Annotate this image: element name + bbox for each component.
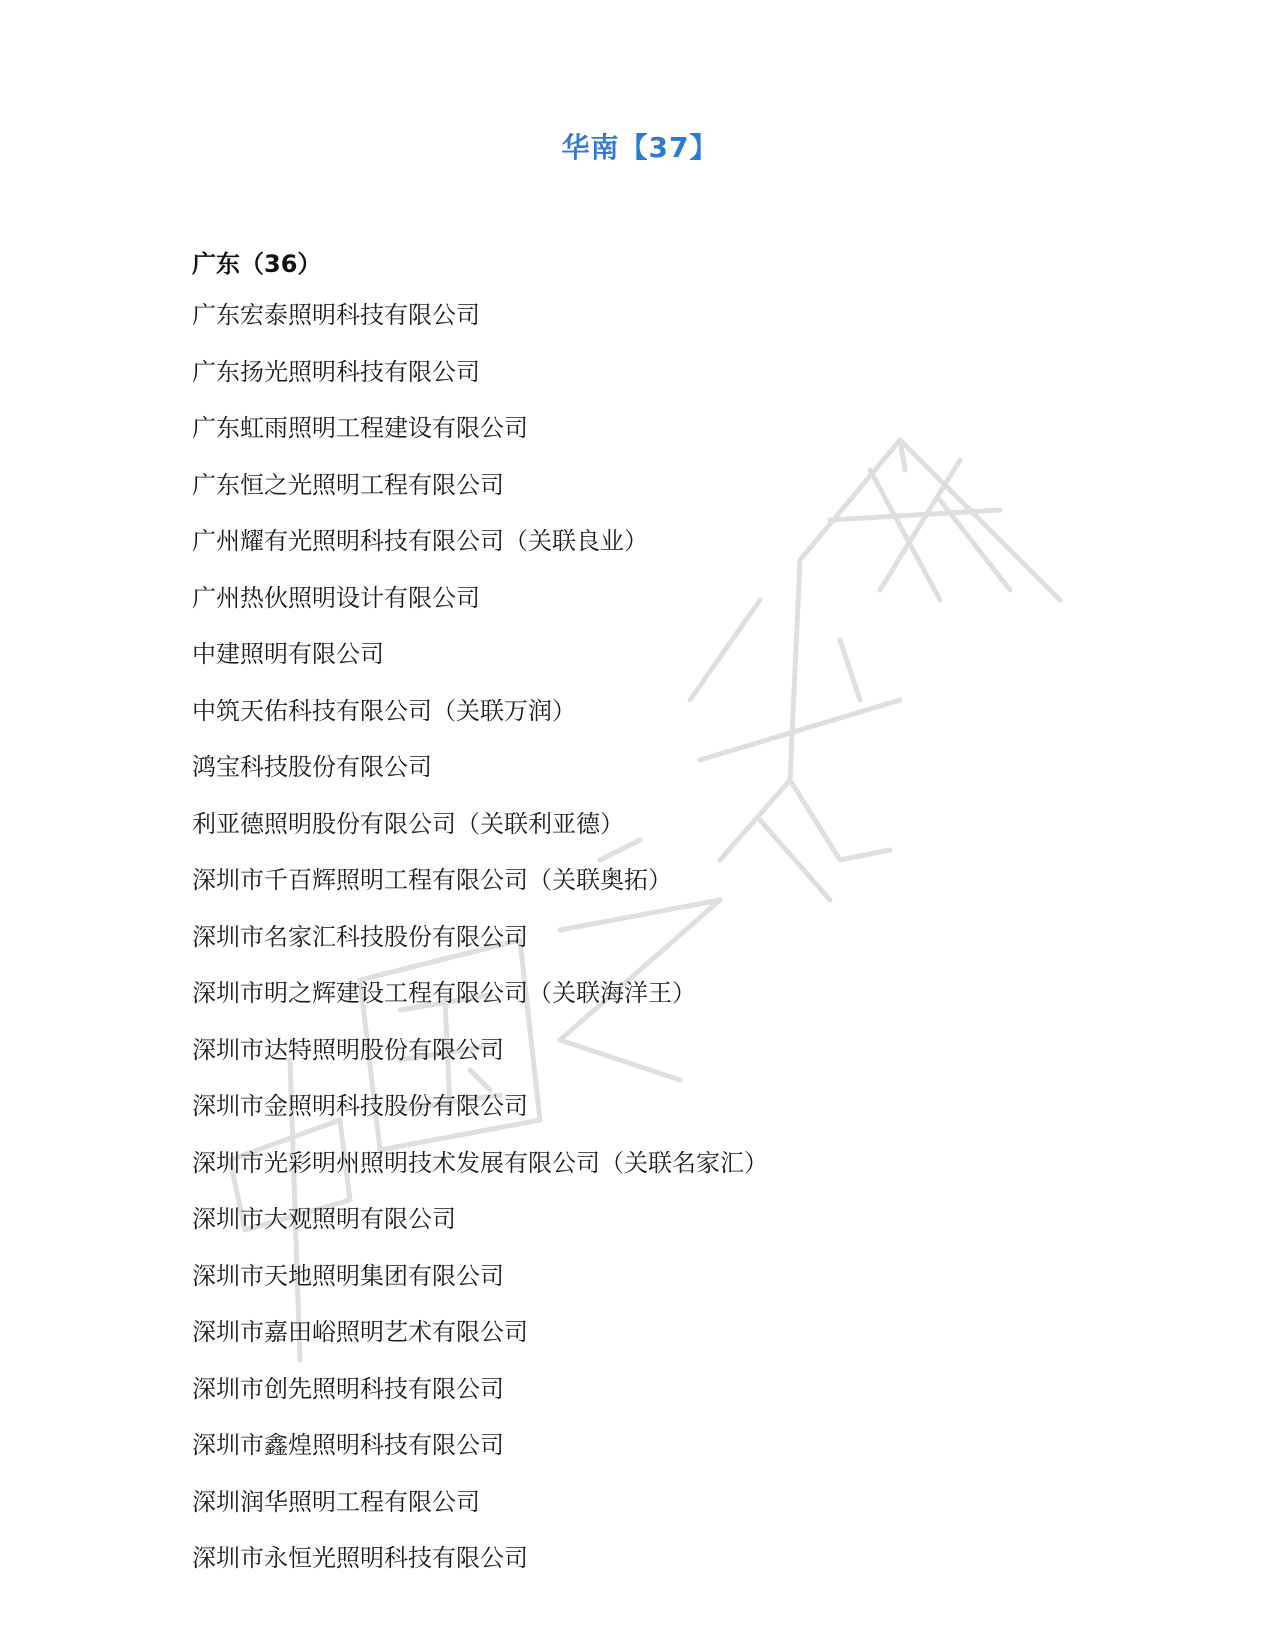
list-item: 深圳市鑫煌照明科技有限公司 xyxy=(192,1431,504,1459)
list-item: 广东虹雨照明工程建设有限公司 xyxy=(192,414,528,442)
list-item: 深圳市嘉田峪照明艺术有限公司 xyxy=(192,1318,528,1346)
list-item: 深圳市名家汇科技股份有限公司 xyxy=(192,922,528,951)
list-item: 广州热伙照明设计有限公司 xyxy=(192,583,480,612)
list-item: 深圳市大观照明有限公司 xyxy=(192,1205,456,1233)
list-item: 深圳市永恒光照明科技有限公司 xyxy=(192,1544,528,1572)
list-item: 深圳市千百辉照明工程有限公司（关联奥拓） xyxy=(192,866,672,894)
page-title: 华南【37】 xyxy=(561,131,719,164)
company-list xyxy=(192,298,768,1598)
list-item: 广东扬光照明科技有限公司 xyxy=(192,357,480,386)
list-item: 深圳市金照明科技股份有限公司 xyxy=(192,1092,528,1120)
list-item: 深圳市明之辉建设工程有限公司（关联海洋王） xyxy=(192,979,696,1007)
list-item: 广东恒之光照明工程有限公司 xyxy=(192,470,504,499)
list-item: 深圳市光彩明州照明技术发展有限公司（关联名家汇） xyxy=(192,1148,768,1177)
list-item: 利亚德照明股份有限公司（关联利亚德） xyxy=(192,809,624,838)
list-item: 深圳润华照明工程有限公司 xyxy=(192,1487,480,1516)
list-item: 深圳市创先照明科技有限公司 xyxy=(192,1374,504,1403)
list-item: 深圳市达特照明股份有限公司 xyxy=(192,1035,504,1064)
list-item: 广州耀有光照明科技有限公司（关联良业） xyxy=(192,527,648,555)
list-item: 中筑天佑科技有限公司（关联万润） xyxy=(192,696,576,725)
list-item: 深圳市天地照明集团有限公司 xyxy=(192,1261,504,1290)
list-item: 中建照明有限公司 xyxy=(192,640,384,668)
list-item: 鸿宝科技股份有限公司 xyxy=(192,753,432,781)
list-item: 广东宏泰照明科技有限公司 xyxy=(192,301,480,329)
section-heading: 广东（36） xyxy=(192,250,322,278)
